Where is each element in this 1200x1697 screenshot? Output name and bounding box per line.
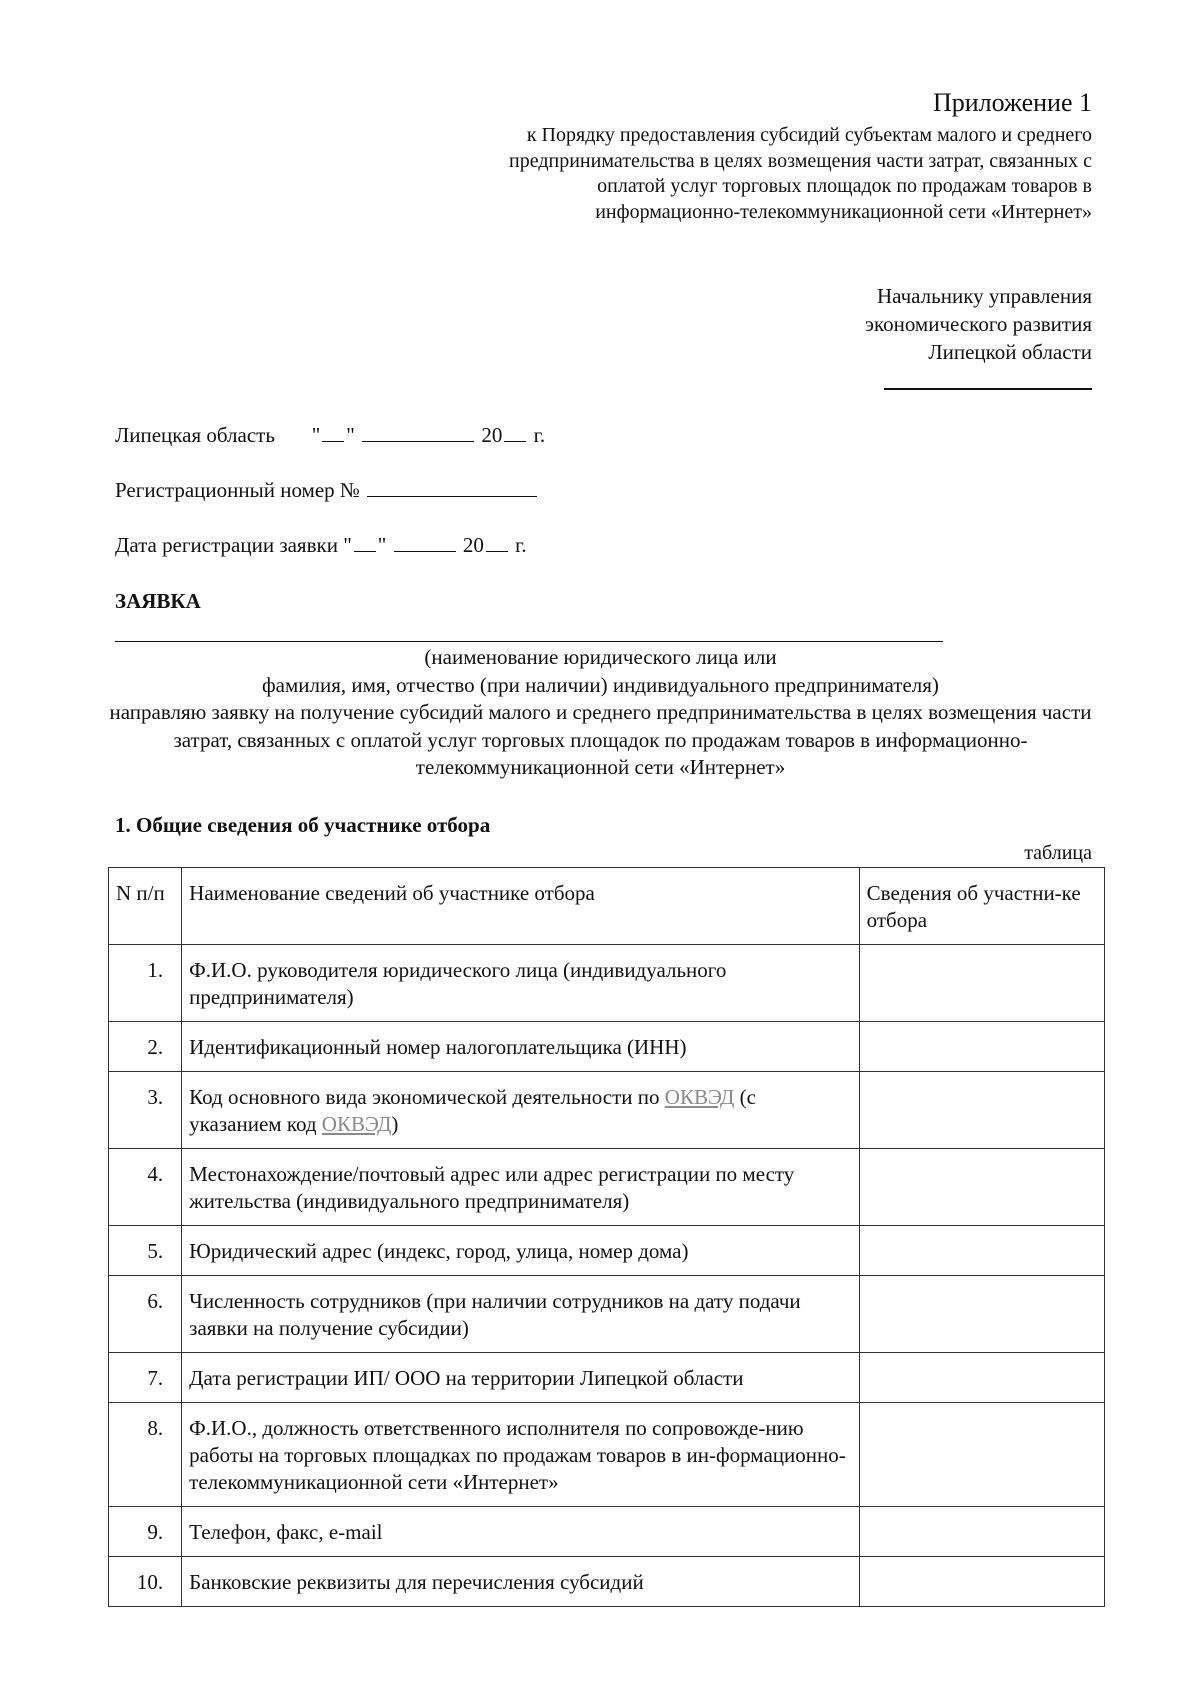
row-num: 9.: [109, 1507, 182, 1557]
row-num: 3.: [109, 1072, 182, 1149]
reg-date-label: Дата регистрации заявки ": [115, 533, 352, 557]
reg-number-label: Регистрационный номер №: [115, 478, 360, 502]
row-value-cell[interactable]: [859, 1557, 1104, 1607]
quote-open: ": [311, 423, 321, 447]
reg-number-blank: [367, 495, 537, 497]
row-text-part: ): [391, 1112, 399, 1136]
header-name: Наименование сведений об участнике отбора: [182, 868, 859, 945]
table-row: [109, 1022, 1105, 1072]
row-value-cell[interactable]: [859, 1226, 1104, 1276]
row-num: 7.: [109, 1353, 182, 1403]
row-num: 8.: [109, 1403, 182, 1507]
table-row: [109, 1353, 1105, 1403]
quote-close: ": [346, 423, 355, 447]
table-row: [109, 1507, 1105, 1557]
row-text: Местонахождение/почтовый адрес или адрес регистрации по месту жительства (индивидуального предпринимателя): [182, 1149, 859, 1226]
header-value: Сведения об участни-ке отбора: [859, 868, 1104, 945]
table-row: [109, 1226, 1105, 1276]
addressee-line-3: Липецкой области: [928, 340, 1092, 364]
reg-quote-close: ": [377, 533, 387, 557]
appendix-title: Приложение 1: [932, 88, 1092, 117]
row-num: 10.: [109, 1557, 182, 1607]
section-title: 1. Общие сведения об участнике отбора: [115, 813, 491, 837]
okved-link[interactable]: ОКВЭД: [321, 1112, 392, 1136]
table-header-row: [109, 868, 1105, 945]
reg-day-blank: [354, 550, 376, 552]
table-row: [109, 1072, 1105, 1149]
addressee-line-2: экономического развития: [864, 312, 1092, 336]
region-date-row: [115, 423, 545, 448]
table-row: [109, 1403, 1105, 1507]
row-value-cell[interactable]: [859, 1403, 1104, 1507]
day-blank: [322, 440, 344, 442]
row-value-cell[interactable]: [859, 1353, 1104, 1403]
row-value-cell[interactable]: [859, 1149, 1104, 1226]
row-text: Дата регистрации ИП/ ООО на территории Липецкой области: [182, 1353, 859, 1403]
row-text: Телефон, факс, e-mail: [182, 1507, 859, 1557]
row-value-cell[interactable]: [859, 945, 1104, 1022]
addressee-block: [865, 282, 1092, 366]
row-text-part: Код основного вида экономической деятельности по: [189, 1085, 665, 1109]
addressee-signature-line: [884, 388, 1092, 390]
okved-link[interactable]: ОКВЭД: [664, 1085, 735, 1109]
participant-info-table: [108, 867, 1105, 1607]
table-row: [109, 1149, 1105, 1226]
row-num: 6.: [109, 1276, 182, 1353]
row-text: [182, 1072, 859, 1149]
row-text: Численность сотрудников (при наличии сотрудников на дату подачи заявки на получение субсидии): [182, 1276, 859, 1353]
row-num: 2.: [109, 1022, 182, 1072]
row-num: 4.: [109, 1149, 182, 1226]
header-num: N п/п: [109, 868, 182, 945]
row-value-cell[interactable]: [859, 1507, 1104, 1557]
reg-year-suffix: г.: [509, 533, 527, 557]
table-caption: таблица: [1024, 842, 1092, 864]
applicant-name-line: [115, 641, 943, 642]
year-prefix: 20: [481, 423, 503, 447]
month-blank: [362, 440, 474, 442]
row-text: Ф.И.О. руководителя юридического лица (индивидуального предпринимателя): [182, 945, 859, 1022]
table-row: [109, 945, 1105, 1022]
row-text: Юридический адрес (индекс, город, улица, номер дома): [182, 1226, 859, 1276]
row-text: Идентификационный номер налогоплательщика (ИНН): [182, 1022, 859, 1072]
reg-year-prefix: 20: [462, 533, 484, 557]
row-text: Банковские реквизиты для перечисления субсидий: [182, 1557, 859, 1607]
row-num: 1.: [109, 945, 182, 1022]
row-value-cell[interactable]: [859, 1072, 1104, 1149]
year-suffix: г.: [528, 423, 546, 447]
year-blank: [504, 440, 526, 442]
table-row: [109, 1557, 1105, 1607]
intro-line-1: (наименование юридического лица или: [424, 645, 777, 669]
addressee-line-1: Начальнику управления: [876, 284, 1092, 308]
reg-year-blank: [486, 550, 508, 552]
intro-line-3: направляю заявку на получение субсидий малого и среднего предпринимательства в целях возмещения части затрат, связанных с оплатой услуг торговых площадок по продажам товаров в информационно-телекоммуникационной сети «Интернет»: [109, 700, 1092, 779]
row-num: 5.: [109, 1226, 182, 1276]
region-label: Липецкая область: [115, 423, 275, 447]
reg-date-row: [115, 533, 527, 558]
document-title: ЗАЯВКА: [115, 589, 201, 613]
reg-month-blank: [394, 550, 456, 552]
table-row: [109, 1276, 1105, 1353]
intro-line-2: фамилия, имя, отчество (при наличии) индивидуального предпринимателя): [262, 672, 939, 697]
row-text-part: (с указанием код: [189, 1085, 756, 1136]
row-text: Ф.И.О., должность ответственного исполнителя по сопровожде-нию работы на торговых площадках по продажам товаров в ин-формационно-телекоммуникационной сети «Интернет»: [182, 1403, 859, 1507]
row-value-cell[interactable]: [859, 1276, 1104, 1353]
appendix-subtitle: к Порядку предоставления субсидий субъектам малого и среднего предпринимательства в целях возмещения части затрат, связанных с оплатой услуг торговых площадок по продажам товаров в информационно-телекоммуникационной сети «Интернет»: [509, 124, 1092, 223]
row-value-cell[interactable]: [859, 1022, 1104, 1072]
reg-number-row: [115, 478, 539, 503]
intro-text: [108, 644, 1093, 782]
